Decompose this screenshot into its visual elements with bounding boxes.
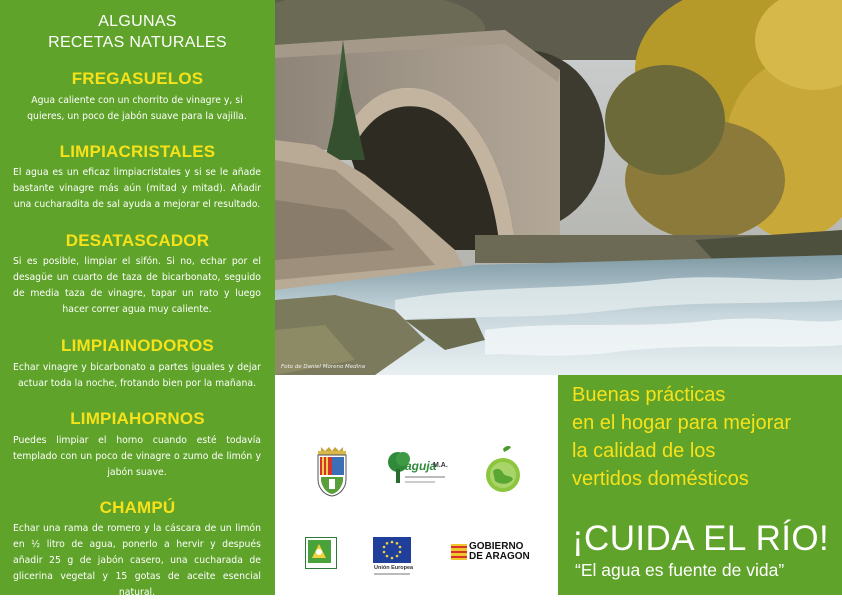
gobierno-line2: DE ARAGON <box>469 551 530 562</box>
aguja-ma-logo <box>387 451 455 491</box>
recipe-text-limpiacristales: El agua es un eficaz limpiacristales y si se le añade bastante vinagre más aún (mitad y mitad). Añadir una cucharadita de sal ayuda a mejorar el resultado. <box>13 167 261 210</box>
headline-line-3: la calidad de los <box>572 440 716 462</box>
headline-line-4: vertidos domésticos <box>572 468 749 490</box>
coat-of-arms-logo <box>315 445 349 497</box>
recipe-heading-champu: CHAMPÚ <box>99 498 176 517</box>
eu-caption: Unión Europea <box>374 565 414 571</box>
recipe-heading-limpiainodoros: LIMPIAINODOROS <box>61 336 214 355</box>
headline-line-1: Buenas prácticas <box>572 384 726 406</box>
recipe-heading-limpiacristales: LIMPIACRISTALES <box>59 142 216 161</box>
photo-credit: Foto de Daniel Moreno Medina <box>281 364 366 370</box>
gobierno-aragon-wordmark <box>469 542 530 562</box>
recipe-text-champu: Echar una rama de romero y la cáscara de un limón en ½ litro de agua, ponerlo a hervir y después añadir 25 g de jabón casero, una cucharada de glicerina vegetal y 15 gotas de aceite esencial natural. <box>13 523 261 598</box>
campaign-headline <box>572 381 834 493</box>
recipe-heading-fregasuelos: FREGASUELOS <box>71 69 204 88</box>
aguja-wordmark: aguja <box>405 459 437 473</box>
recipes-title-line2: RECETAS NATURALES <box>48 34 227 51</box>
recipe-heading-desatascador: DESATASCADOR <box>65 231 210 250</box>
recipes-panel <box>0 0 275 598</box>
aguja-subline-2 <box>405 481 435 483</box>
recipe-text-limpiahornos: Puedes limpiar el horno cuando esté todavía templado con un poco de vinagre o zumo de limón y jabón suave. <box>13 435 261 478</box>
aragon-flag-logo <box>451 544 467 560</box>
sponsor-logos <box>275 375 558 595</box>
recipes-title <box>0 11 275 53</box>
eu-subline <box>374 573 410 575</box>
recipe-text-fregasuelos: Agua caliente con un chorrito de vinagre y, si quieres, un poco de jabón suave para la vajilla. <box>27 95 247 122</box>
campaign-motto: “El agua es fuente de vida” <box>575 560 785 580</box>
recipes-title-line1: ALGUNAS <box>98 13 177 30</box>
campaign-panel <box>558 375 842 595</box>
river-bridge-photo <box>275 0 842 375</box>
headline-line-2: en el hogar para mejorar <box>572 412 792 434</box>
campaign-slogan: ¡CUIDA EL RÍO! <box>572 519 830 558</box>
apple-earth-logo <box>483 445 523 495</box>
gobierno-line1: GOBIERNO <box>469 541 524 552</box>
recipe-text-desatascador: Si es posible, limpiar el sifón. Si no, echar por el desagüe un cuarto de taza de bicarbonato, seguido de media taza de vinagre, tapar un rato y luego hacer correr agua muy caliente. <box>13 256 261 315</box>
river-bridge-illustration <box>275 0 842 375</box>
recipe-heading-limpiahornos: LIMPIAHORNOS <box>70 409 205 428</box>
leader-logo <box>305 537 337 569</box>
aguja-suffix: M.A. <box>433 462 448 469</box>
eu-flag-logo <box>373 537 411 563</box>
recipe-text-limpiainodoros: Echar vinagre y bicarbonato a partes iguales y dejar actuar toda la noche, frotando bien por la mañana. <box>13 362 261 389</box>
aguja-subline <box>405 476 445 478</box>
